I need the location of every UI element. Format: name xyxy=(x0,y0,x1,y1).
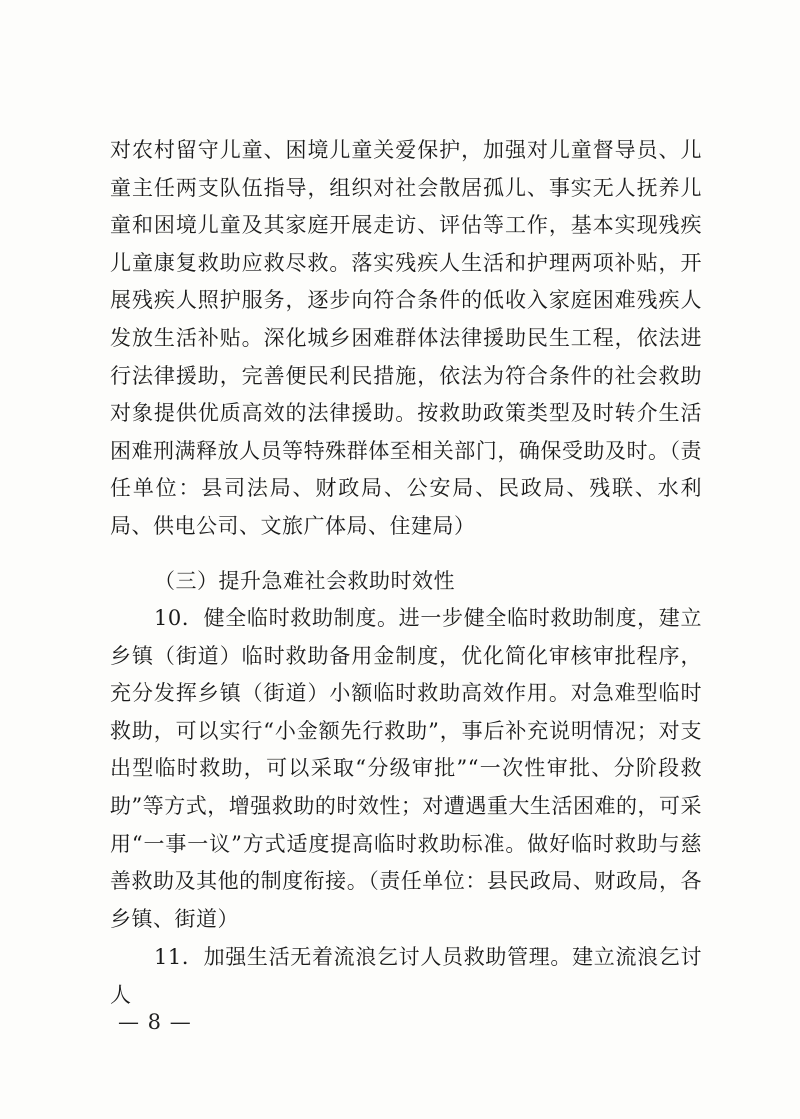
paragraph-text: 11．加强生活无着流浪乞讨人员救助管理。建立流浪乞讨人 xyxy=(110,945,702,1007)
paragraph-continued xyxy=(110,132,702,546)
paragraph-text: 对农村留守儿童、困境儿童关爱保护，加强对儿童督导员、儿童主任两支队伍指导，组织对社会散居孤儿、事实无人抚养儿童和困境儿童及其家庭开展走访、评估等工作，基本实现残疾儿童康复救助应救尽救。落实残疾人生活和护理两项补贴，开展残疾人照护服务，逐步向符合条件的低收入家庭困难残疾人发放生活补贴。深化城乡困难群体法律援助民生工程，依法进行法律援助，完善便民利民措施，依法为符合条件的社会救助对象提供优质高效的法律援助。按救助政策类型及时转介生活困难刑满释放人员等特殊群体至相关部门，确保受助及时。（责任单位：县司法局、财政局、公安局、民政局、残联、水利局、供电公司、文旅广体局、住建局） xyxy=(110,138,702,538)
section-heading-text: （三）提升急难社会救助时效性 xyxy=(154,569,455,593)
section-heading xyxy=(110,563,702,601)
paragraph-item-10 xyxy=(110,600,702,938)
paragraph-text: 10．健全临时救助制度。进一步健全临时救助制度，建立乡镇（街道）临时救助备用金制度，优化简化审核审批程序，充分发挥乡镇（街道）小额临时救助高效作用。对急难型临时救助，可以实行“小金额先行救助”，事后补充说明情况；对支出型临时救助，可以采取“分级审批”“一次性审批、分阶段救助”等方式，增强救助的时效性；对遭遇重大生活困难的，可采用“一事一议”方式适度提高临时救助标准。做好临时救助与慈善救助及其他的制度衔接。（责任单位：县民政局、财政局，各乡镇、街道） xyxy=(110,606,702,931)
paragraph-item-11 xyxy=(110,939,702,1014)
page-number: — 8 — xyxy=(118,1010,192,1034)
